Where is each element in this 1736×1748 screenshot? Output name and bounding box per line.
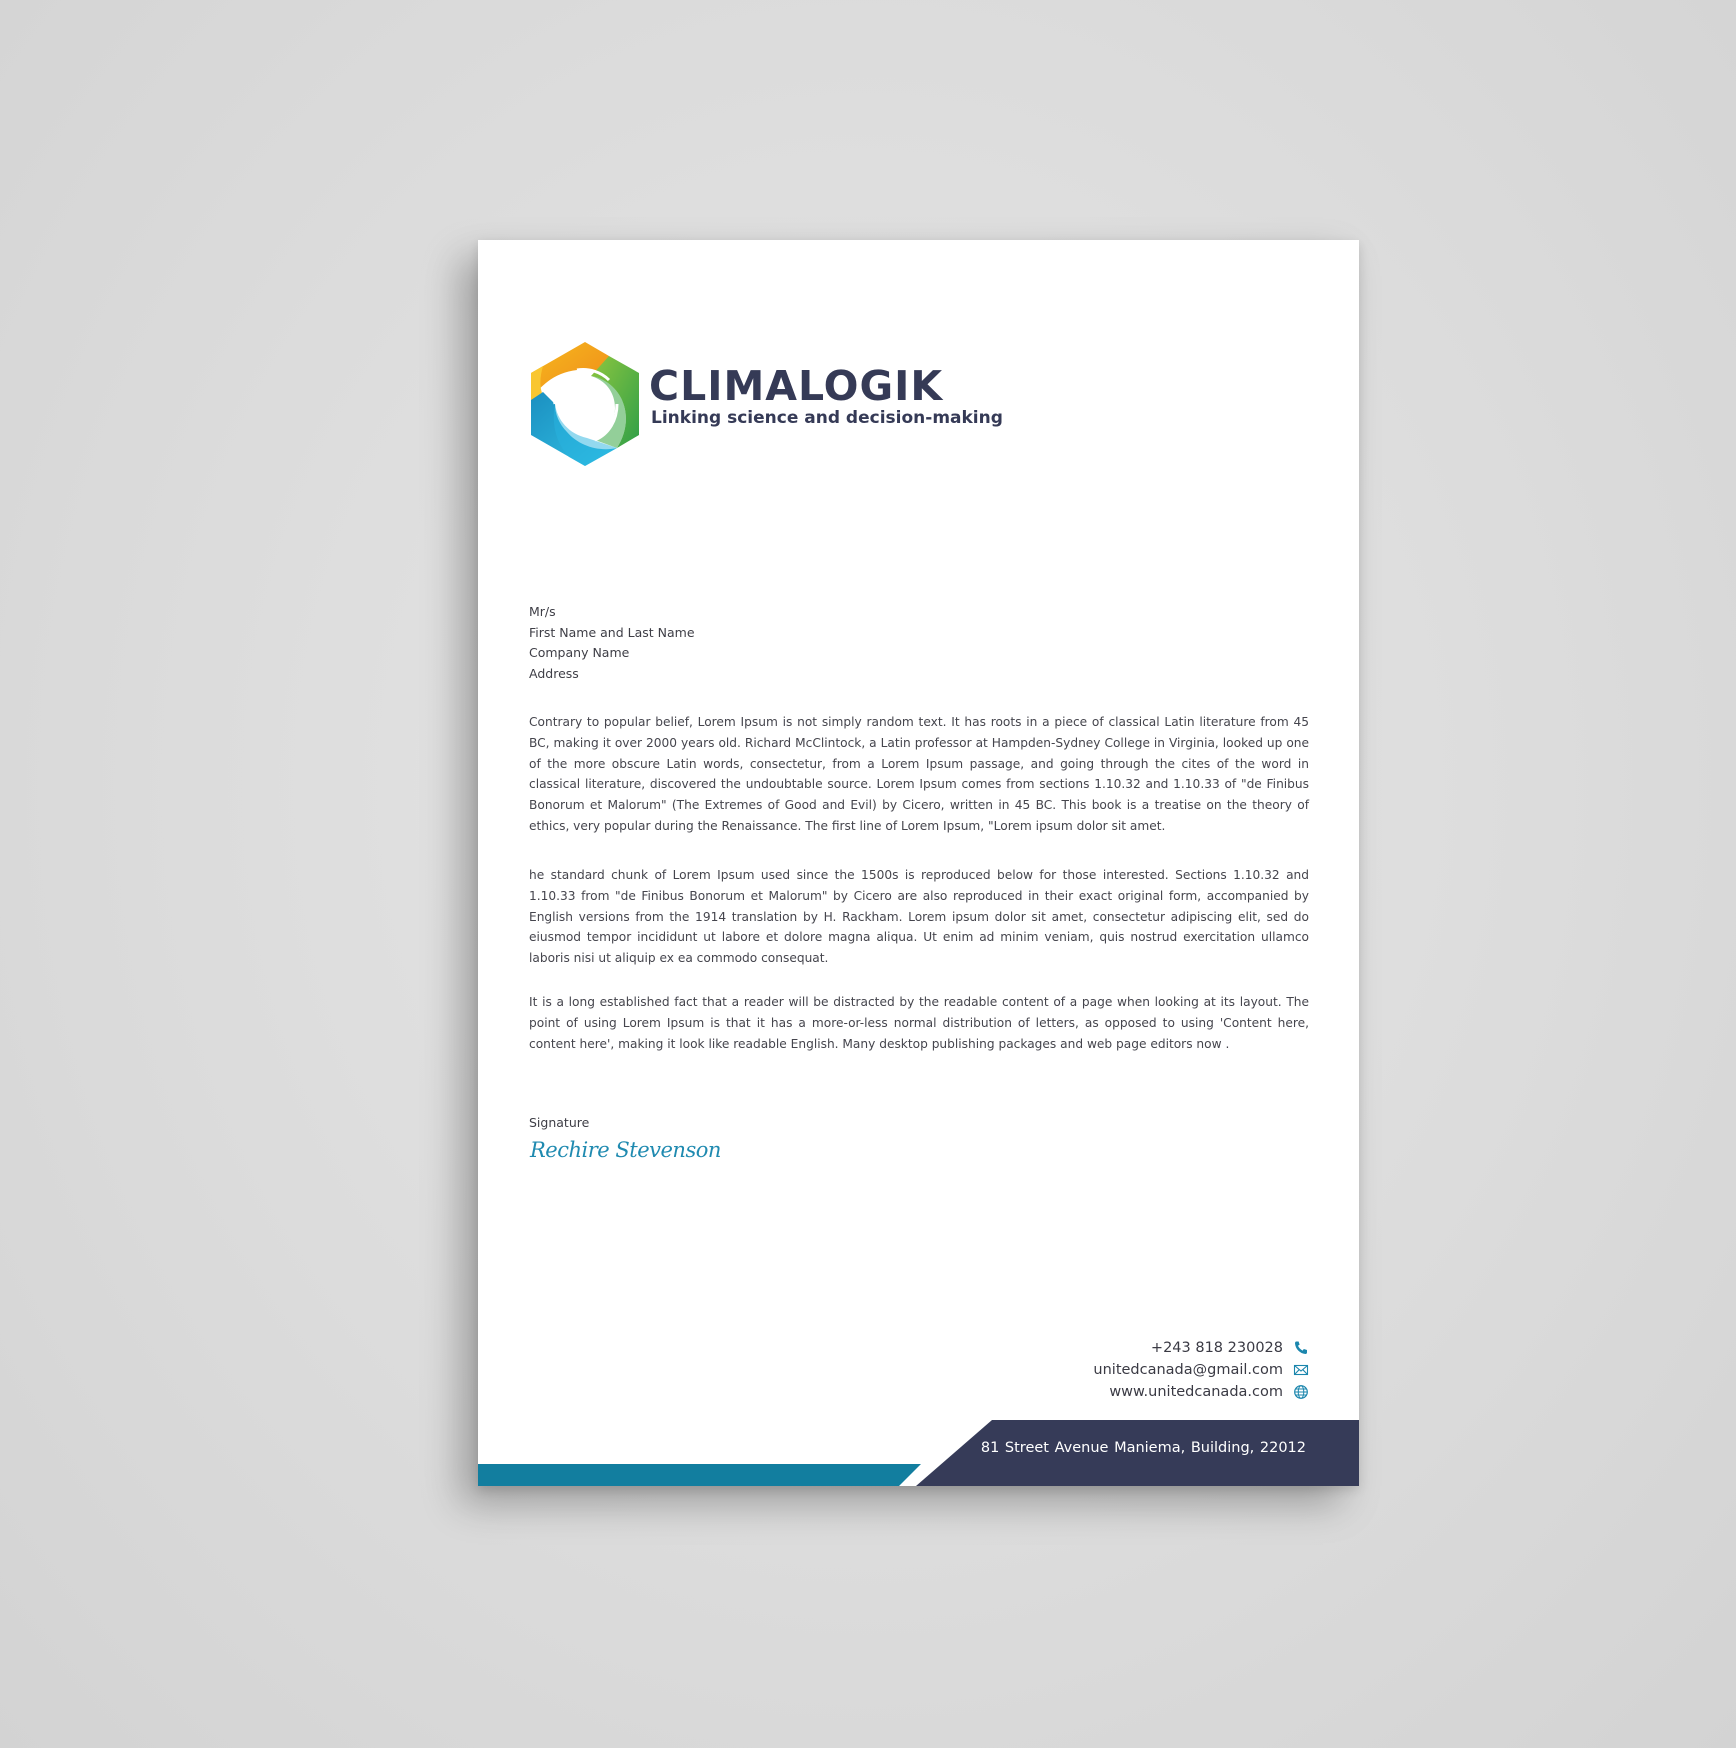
contact-website: www.unitedcanada.com [1109, 1384, 1283, 1400]
contact-website-row [909, 1381, 1309, 1403]
envelope-icon [1293, 1362, 1309, 1378]
body-paragraph-3: It is a long established fact that a reader will be distracted by the readable content of a page when looking at its layout. The point of using Lorem Ipsum is that it has a more-or-less normal distribution of letters, as opposed to using 'Content here, content here', making it look like readable English. Many desktop publishing packages and web page editors now . [529, 995, 1309, 1051]
body-paragraph-2: he standard chunk of Lorem Ipsum used since the 1500s is reproduced below for those interested. Sections 1.10.32 and 1.10.33 from "de Finibus Bonorum et Malorum" by Cicero are also reproduced in their exact original form, accompanied by English versions from the 1914 translation by H. Rackham. Lorem ipsum dolor sit amet, consectetur adipiscing elit, sed do eiusmod tempor incididunt ut labore et dolore magna aliqua. Ut enim ad minim veniam, quis nostrud exercitation ullamco laboris nisi ut aliquip ex ea commodo consequat. [529, 868, 1309, 966]
signature-name: Rechire Stevenson [530, 1138, 721, 1162]
letterhead-page [478, 240, 1359, 1486]
recipient-block [529, 602, 695, 684]
globe-icon [1293, 1384, 1309, 1400]
contact-phone-row [909, 1337, 1309, 1359]
brand-name: CLIMALOGIK [649, 362, 944, 410]
brand-tagline: Linking science and decision-making [651, 408, 1003, 428]
recipient-company: Company Name [529, 645, 630, 660]
footer-address: 81 Street Avenue Maniema, Building, 22012 [980, 1440, 1306, 1456]
contact-email: unitedcanada@gmail.com [1093, 1362, 1283, 1378]
contact-block [909, 1337, 1309, 1403]
contact-phone: +243 818 230028 [1150, 1340, 1283, 1356]
phone-icon [1293, 1340, 1309, 1356]
hexagon-swirl-logo-icon [529, 340, 641, 468]
recipient-salutation: Mr/s [529, 604, 556, 619]
recipient-name: First Name and Last Name [529, 624, 695, 640]
contact-email-row [909, 1359, 1309, 1381]
footer-teal-stripe [478, 1464, 921, 1486]
signature-label: Signature [529, 1115, 590, 1130]
recipient-address: Address [529, 665, 579, 681]
brand-logo [529, 340, 1009, 470]
body-paragraph-1: Contrary to popular belief, Lorem Ipsum is not simply random text. It has roots in a piece of classical Latin literature from 45 BC, making it over 2000 years old. Richard McClintock, a Latin professor at Hampden-Sydney College in Virginia, looked up one of the more obscure Latin words, consectetur, from a Lorem Ipsum passage, and going through the cites of the word in classical literature, discovered the undoubtable source. Lorem Ipsum comes from sections 1.10.32 and 1.10.33 of "de Finibus Bonorum et Malorum" (The Extremes of Good and Evil) by Cicero, written in 45 BC. This book is a treatise on the theory of ethics, very popular during the Renaissance. The first line of Lorem Ipsum, "Lorem ipsum dolor sit amet. [529, 715, 1309, 833]
